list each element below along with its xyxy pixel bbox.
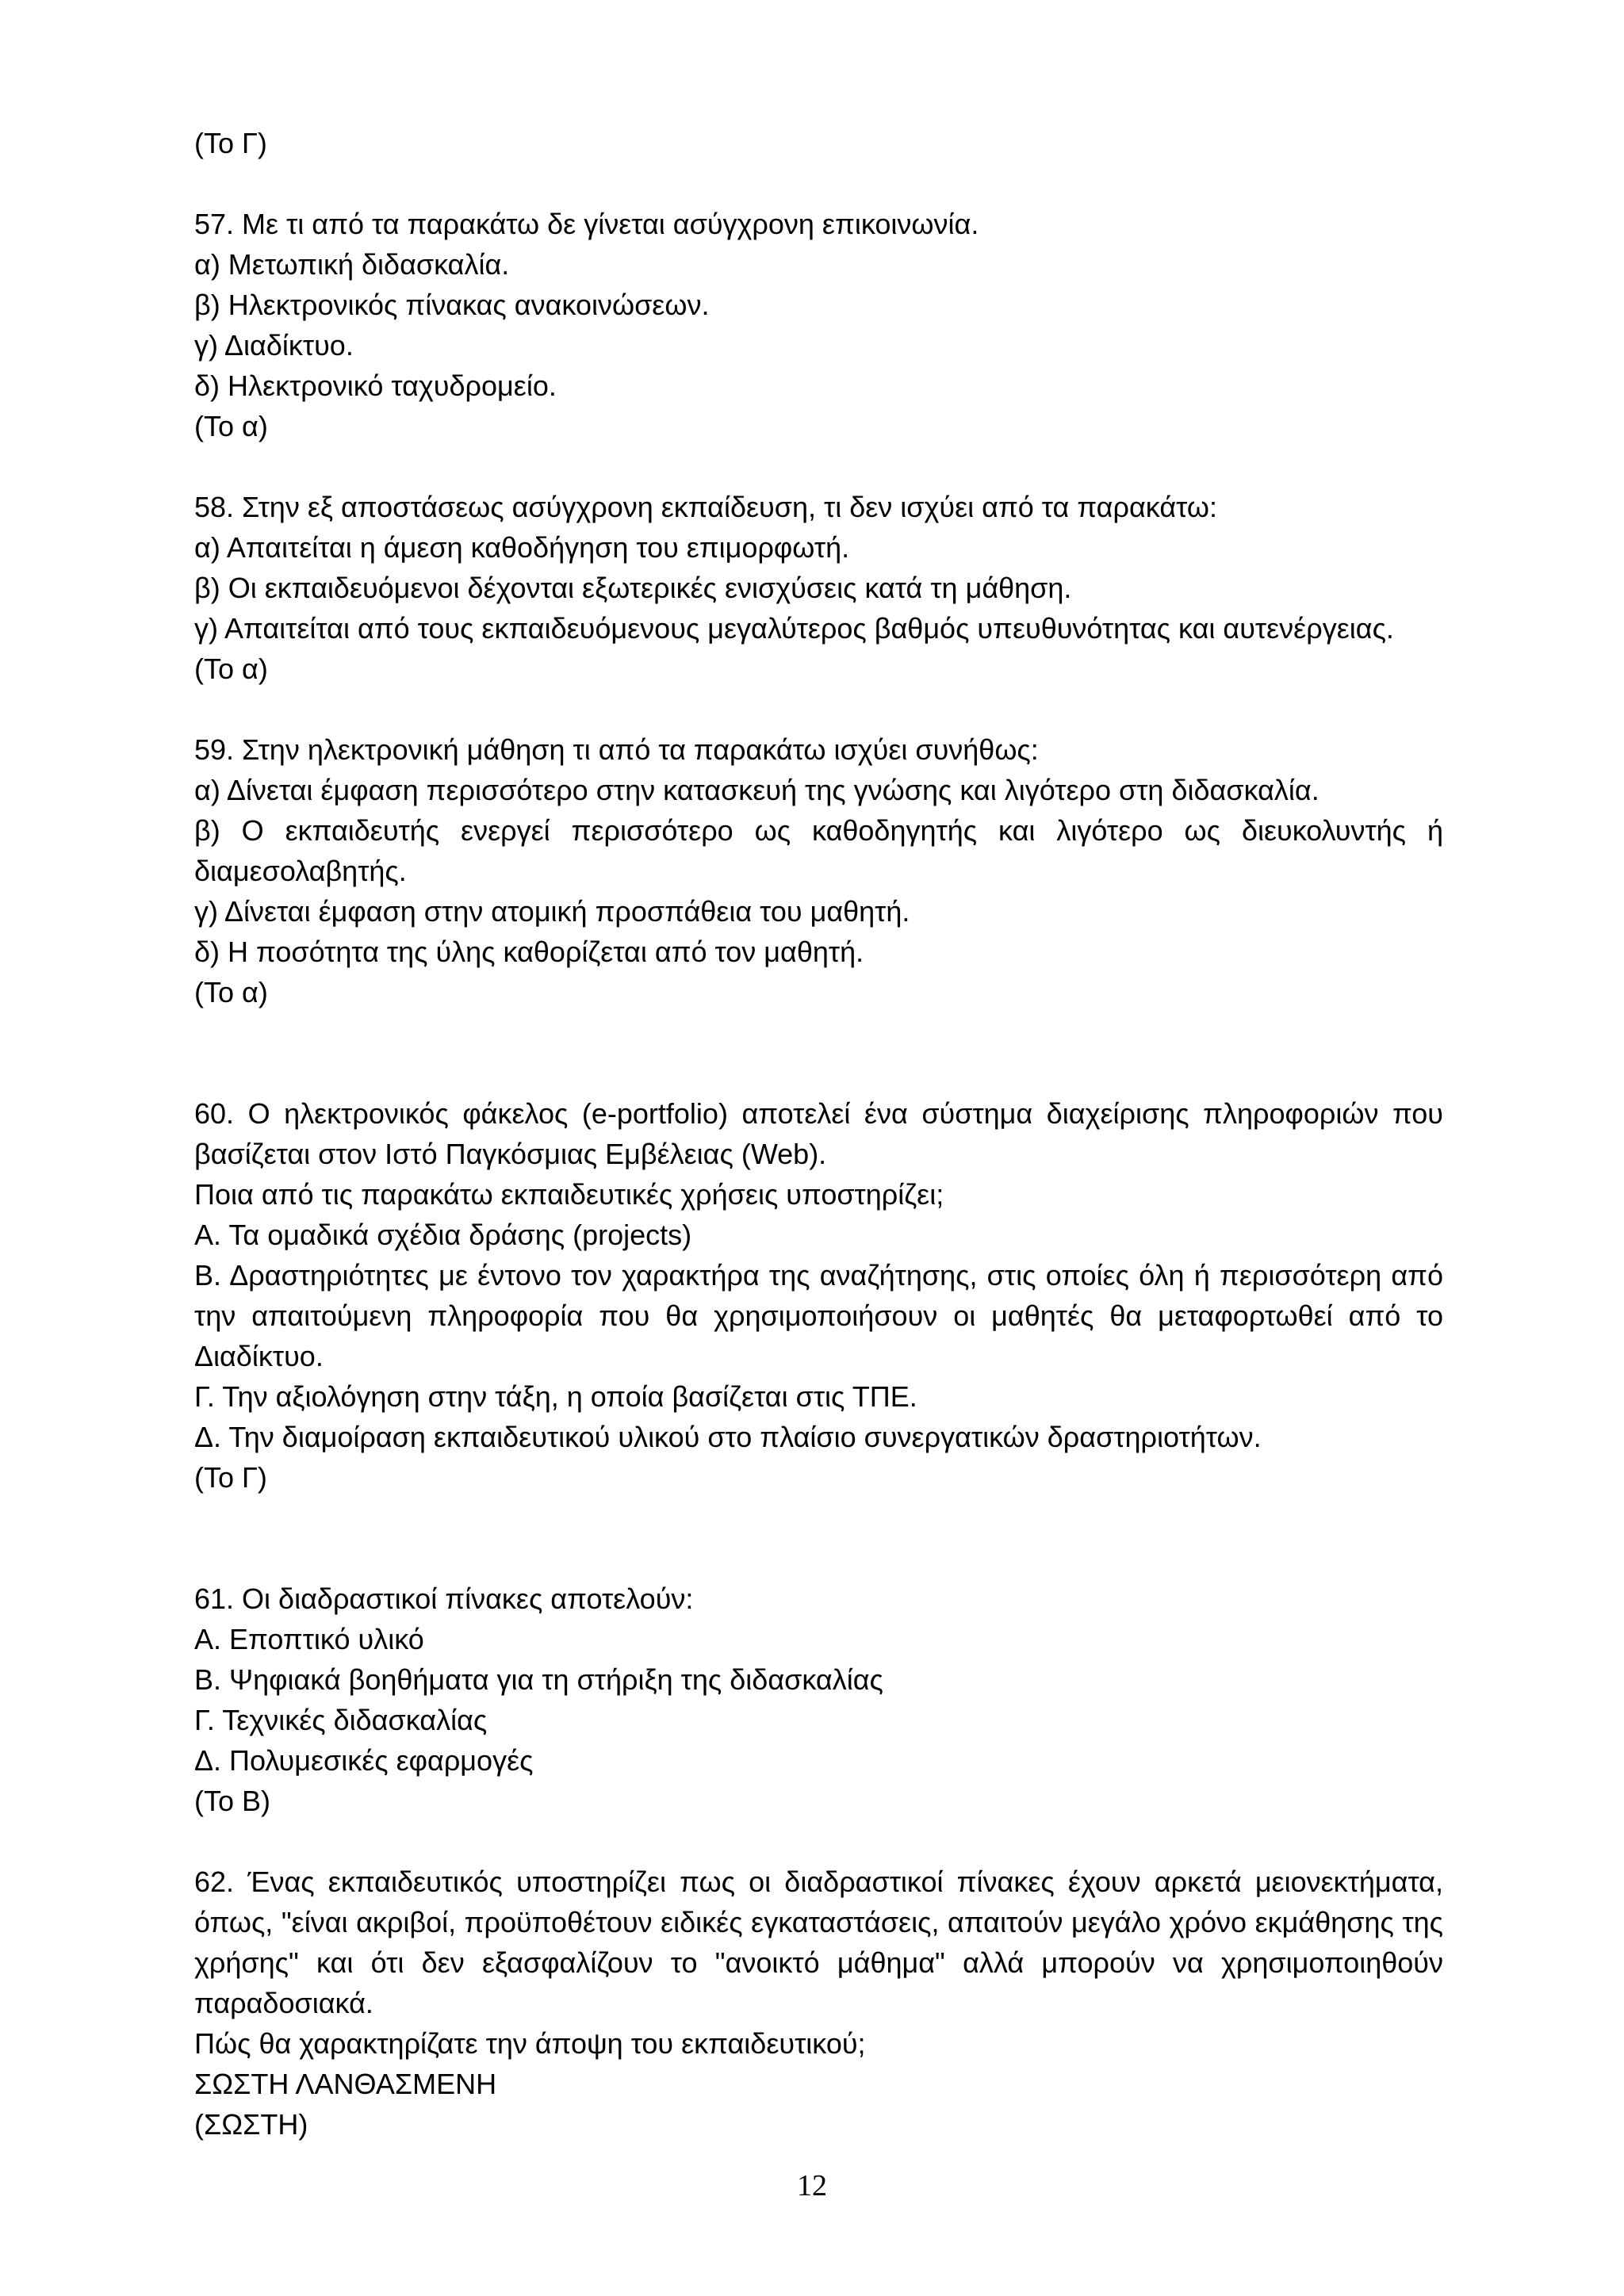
question-62 (194, 1862, 1443, 2145)
page-number: 12 (797, 2169, 827, 2202)
option: γ) Διαδίκτυο. (194, 329, 354, 362)
option: Α. Τα ομαδικά σχέδια δράσης (projects) (194, 1219, 692, 1251)
option: δ) Η ποσότητα της ύλης καθορίζεται από τον μαθητή. (194, 936, 864, 968)
answer: (Το α) (194, 410, 268, 442)
question-57 (194, 204, 1443, 446)
answer: (Το Γ) (194, 1461, 267, 1494)
option: Β. Δραστηριότητες με έντονο τον χαρακτήρα της αναζήτησης, στις οποίες όλη ή περισσότερη από την απαιτούμενη πληροφορία που θα χρησιμοποιήσουν οι μαθητές θα μεταφορτωθεί από το Διαδίκτυο. (194, 1259, 1443, 1372)
option: Δ. Την διαμοίραση εκπαιδευτικού υλικού στο πλαίσιο συνεργατικών δραστηριοτήτων. (194, 1421, 1262, 1453)
option: δ) Ηλεκτρονικό ταχυδρομείο. (194, 369, 557, 402)
option: Γ. Τεχνικές διδασκαλίας (194, 1704, 488, 1736)
answer: (ΣΩΣΤΗ) (194, 2108, 308, 2141)
option: γ) Δίνεται έμφαση στην ατομική προσπάθεια του μαθητή. (194, 895, 910, 928)
question-text: 60. Ο ηλεκτρονικός φάκελος (e-portfolio) αποτελεί ένα σύστημα διαχείρισης πληροφοριών που βασίζεται στον Ιστό Παγκόσμιας Εμβέλειας (Web). (194, 1097, 1443, 1170)
option: γ) Απαιτείται από τους εκπαιδευόμενους μεγαλύτερος βαθμός υπευθυνότητας και αυτενέργειας. (194, 612, 1394, 645)
answer: (Το Β) (194, 1785, 271, 1817)
page-body (194, 123, 1443, 2145)
option: α) Δίνεται έμφαση περισσότερο στην κατασκευή της γνώσης και λιγότερο στη διδασκαλία. (194, 774, 1320, 806)
question-text: 57. Με τι από τα παρακάτω δε γίνεται ασύγχρονη επικοινωνία. (194, 208, 979, 240)
question-60 (194, 1093, 1443, 1498)
option: Β. Ψηφιακά βοηθήματα για τη στήριξη της διδασκαλίας (194, 1663, 883, 1696)
option: α) Μετωπική διδασκαλία. (194, 248, 510, 281)
question-subtext: Ποια από τις παρακάτω εκπαιδευτικές χρήσεις υποστηρίζει; (194, 1178, 944, 1211)
option: Γ. Την αξιολόγηση στην τάξη, η οποία βασίζεται στις ΤΠΕ. (194, 1380, 917, 1413)
answer: (Το α) (194, 652, 268, 685)
answer: (Το α) (194, 976, 268, 1008)
option: β) Οι εκπαιδευόμενοι δέχονται εξωτερικές ενισχύσεις κατά τη μάθηση. (194, 572, 1072, 604)
previous-answer: (Το Γ) (194, 127, 267, 159)
option: Α. Εποπτικό υλικό (194, 1623, 424, 1655)
option: β) Ο εκπαιδευτής ενεργεί περισσότερο ως καθοδηγητής και λιγότερο ως διευκολυντής ή διαμεσολαβητής. (194, 814, 1443, 887)
question-text: 59. Στην ηλεκτρονική μάθηση τι από τα παρακάτω ισχύει συνήθως: (194, 733, 1039, 766)
question-58 (194, 487, 1443, 689)
question-text: 62. Ένας εκπαιδευτικός υποστηρίζει πως οι διαδραστικοί πίνακες έχουν αρκετά μειονεκτήματα, όπως, "είναι ακριβοί, προϋποθέτουν ειδικές εγκαταστάσεις, απαιτούν μεγάλο χρόνο εκμάθησης της χρήσης" και ότι δεν εξασφαλίζουν το "ανοικτό μάθημα" αλλά μπορούν να χρησιμοποιηθούν παραδοσιακά. (194, 1866, 1443, 2019)
option: β) Ηλεκτρονικός πίνακας ανακοινώσεων. (194, 289, 710, 321)
option: Δ. Πολυμεσικές εφαρμογές (194, 1744, 534, 1777)
option: α) Απαιτείται η άμεση καθοδήγηση του επιμορφωτή. (194, 531, 850, 564)
question-61 (194, 1578, 1443, 1821)
question-text: 58. Στην εξ αποστάσεως ασύγχρονη εκπαίδευση, τι δεν ισχύει από τα παρακάτω: (194, 491, 1217, 523)
options-line: ΣΩΣΤΗ ΛΑΝΘΑΣΜΕΝΗ (194, 2068, 497, 2100)
question-text: 61. Οι διαδραστικοί πίνακες αποτελούν: (194, 1582, 694, 1615)
question-subtext: Πώς θα χαρακτηρίζατε την άποψη του εκπαιδευτικού; (194, 2027, 866, 2060)
question-59 (194, 729, 1443, 1012)
